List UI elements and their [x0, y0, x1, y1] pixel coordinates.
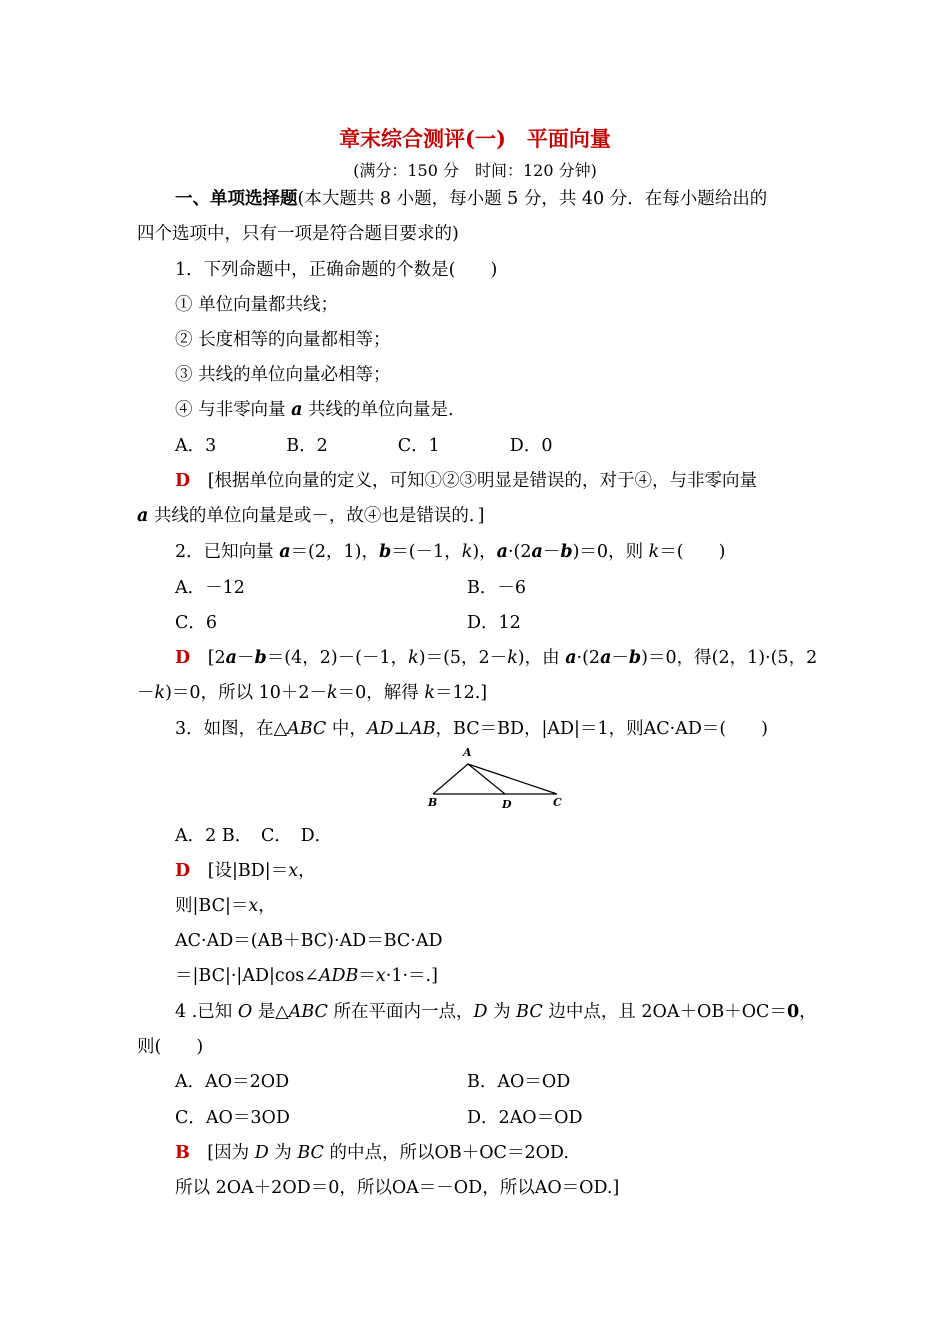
text: 共线的单位向量是. [302, 400, 454, 420]
q4-option-d: D．2AO＝OD [467, 1108, 583, 1128]
q2-option-b: B．－6 [467, 578, 526, 598]
text: [因为 [207, 1143, 255, 1163]
q4-option-a: A．AO＝2OD [175, 1072, 290, 1092]
vector-b: b [560, 542, 573, 562]
var-x: x [375, 966, 386, 986]
text: 边中点，且 2OA＋OB＋OC＝ [542, 1002, 787, 1022]
var-x: x [248, 896, 259, 916]
q2-option-c: C．6 [175, 613, 218, 633]
edge-ac [468, 764, 557, 794]
q4-explanation-1 [175, 1141, 569, 1165]
q1-stem: 1．下列命题中，正确命题的个数是( ) [175, 260, 498, 280]
q2-explanation-2 [137, 681, 487, 705]
var-k: k [648, 542, 660, 562]
page-title: 章末综合测评(一) 平面向量 [339, 126, 611, 151]
q4-option-c: C．AO＝3OD [175, 1108, 290, 1128]
triangle-figure [425, 742, 575, 812]
q3-explanation-1 [175, 859, 316, 883]
q3-stem [175, 717, 768, 741]
text: ＝ [358, 966, 376, 986]
var-k: k [327, 683, 338, 703]
q1-item-4 [175, 398, 454, 422]
vector-b: b [628, 648, 642, 668]
edge-ad [468, 764, 505, 794]
q2-option-a: A．－12 [175, 578, 245, 598]
q3-explanation-2 [175, 894, 276, 918]
text: － [611, 648, 629, 668]
text: 为 [487, 1002, 517, 1022]
q1-options: A．3 B．2 C．1 D．0 [175, 436, 553, 456]
text: )＝0，得(2，1)·(5，2 [641, 648, 818, 668]
vector-a: a [565, 648, 577, 668]
q1-item-2: ② 长度相等的向量都相等； [175, 330, 391, 350]
text: ·(2 [507, 542, 532, 562]
vector-a: a [600, 648, 612, 668]
vector-a: a [531, 542, 543, 562]
q4-answer: B [175, 1143, 190, 1163]
text: 2．已知向量 [175, 542, 280, 562]
section-heading: 一、单项选择题 [175, 189, 298, 209]
text: － [237, 648, 255, 668]
q4-stem-2: 则( ) [137, 1037, 204, 1057]
point-d: D [254, 1143, 269, 1163]
page-subtitle: (满分：150 分 时间：120 分钟) [353, 161, 597, 180]
vector-a: a [225, 648, 237, 668]
q4-stem [175, 1000, 817, 1024]
segment-bc: BC [516, 1002, 543, 1022]
segment-ad: AD [366, 719, 394, 739]
q2-explanation-1 [175, 646, 817, 670]
section-desc-1: (本大题共 8 小题，每小题 5 分，共 40 分．在每小题给出的 [297, 189, 768, 209]
text: ＝12.] [434, 683, 488, 703]
text: [2 [207, 648, 226, 668]
text: ·(2 [576, 648, 601, 668]
q3-explanation-3: AC·AD＝(AB＋BC)·AD＝BC·AD [175, 931, 443, 951]
text: )＝0，所以 10＋2－ [165, 683, 328, 703]
text: 为 [268, 1143, 298, 1163]
vector-a: a [496, 542, 508, 562]
text: 所在平面内一点， [327, 1002, 474, 1022]
text: ＝0，解得 [337, 683, 425, 703]
edge-ab [433, 764, 468, 794]
text: )＝(5，2－ [418, 648, 508, 668]
q4-explanation-2: 所以 2OA＋2OD＝0，所以OA＝－OD，所以AO＝OD.] [175, 1178, 620, 1198]
text: 则|BC|＝ [175, 896, 249, 916]
text: ＝( ) [659, 542, 726, 562]
var-x: x [288, 861, 299, 881]
var-k: k [408, 648, 419, 668]
text: ，BC＝BD，|AD|＝1，则AC·AD＝( ) [435, 719, 769, 739]
q3-answer: D [175, 861, 191, 881]
text: ， [258, 896, 276, 916]
text: 4 .已知 [175, 1002, 238, 1022]
section-desc-2: 四个选项中，只有一项是符合题目要求的) [137, 224, 459, 244]
q1-explanation-1 [175, 469, 757, 493]
text: ＝(－1， [391, 542, 462, 562]
text: ·1·＝.] [385, 966, 438, 986]
text: )，由 [517, 648, 566, 668]
point-d: D [473, 1002, 488, 1022]
q1-explanation-2 [137, 504, 484, 528]
triangle-abc: ABC [287, 719, 327, 739]
point-o: O [237, 1002, 253, 1022]
segment-ab: AB [410, 719, 436, 739]
q2-answer: D [175, 648, 191, 668]
section-intro [175, 187, 767, 211]
var-k: k [154, 683, 166, 703]
text: 的中点，所以OB＋OC＝2OD. [323, 1143, 569, 1163]
label-c: C [553, 796, 562, 809]
label-b: B [428, 796, 438, 809]
text: )， [472, 542, 497, 562]
text: 共线的单位向量是或－，故④也是错误的．] [148, 506, 485, 526]
perp-symbol: ⊥ [393, 719, 411, 739]
q1-answer: D [175, 471, 191, 491]
var-k: k [461, 542, 473, 562]
text: 是△ [252, 1002, 289, 1022]
angle-adb: ADB [318, 966, 359, 986]
q2-option-d: D．12 [467, 613, 521, 633]
text: 中， [326, 719, 367, 739]
vector-a: a [137, 506, 149, 526]
label-a: A [463, 746, 472, 759]
var-k: k [424, 683, 435, 703]
text: ＝(2，1)， [290, 542, 379, 562]
vector-b: b [254, 648, 267, 668]
text: [设|BD|＝ [207, 861, 289, 881]
var-k: k [507, 648, 518, 668]
zero-vector: 0 [786, 1002, 800, 1022]
text: [根据单位向量的定义，可知①②③明显是错误的，对于④，与非零向量 [207, 471, 758, 491]
q1-item-1: ① 单位向量都共线； [175, 295, 339, 315]
text: － [137, 683, 155, 703]
label-d: D [502, 798, 512, 811]
vector-a: a [279, 542, 291, 562]
text: ＝(4，2)－(－1， [266, 648, 409, 668]
q3-options: A．2 B． C． D． [175, 826, 333, 846]
q4-option-b: B．AO＝OD [467, 1072, 571, 1092]
q3-explanation-4 [175, 964, 438, 988]
vector-b: b [378, 542, 392, 562]
q1-item-3: ③ 共线的单位向量必相等； [175, 365, 391, 385]
text: ④ 与非零向量 [175, 400, 292, 420]
vector-a: a [291, 400, 303, 420]
text: ， [298, 861, 316, 881]
q2-stem [175, 540, 725, 564]
text: 3．如图，在△ [175, 719, 288, 739]
segment-bc: BC [297, 1143, 324, 1163]
text: )＝0，则 [572, 542, 649, 562]
text: ， [799, 1002, 817, 1022]
text: － [542, 542, 561, 562]
text: ＝|BC|·|AD|cos∠ [175, 966, 319, 986]
triangle-abc: ABC [288, 1002, 328, 1022]
